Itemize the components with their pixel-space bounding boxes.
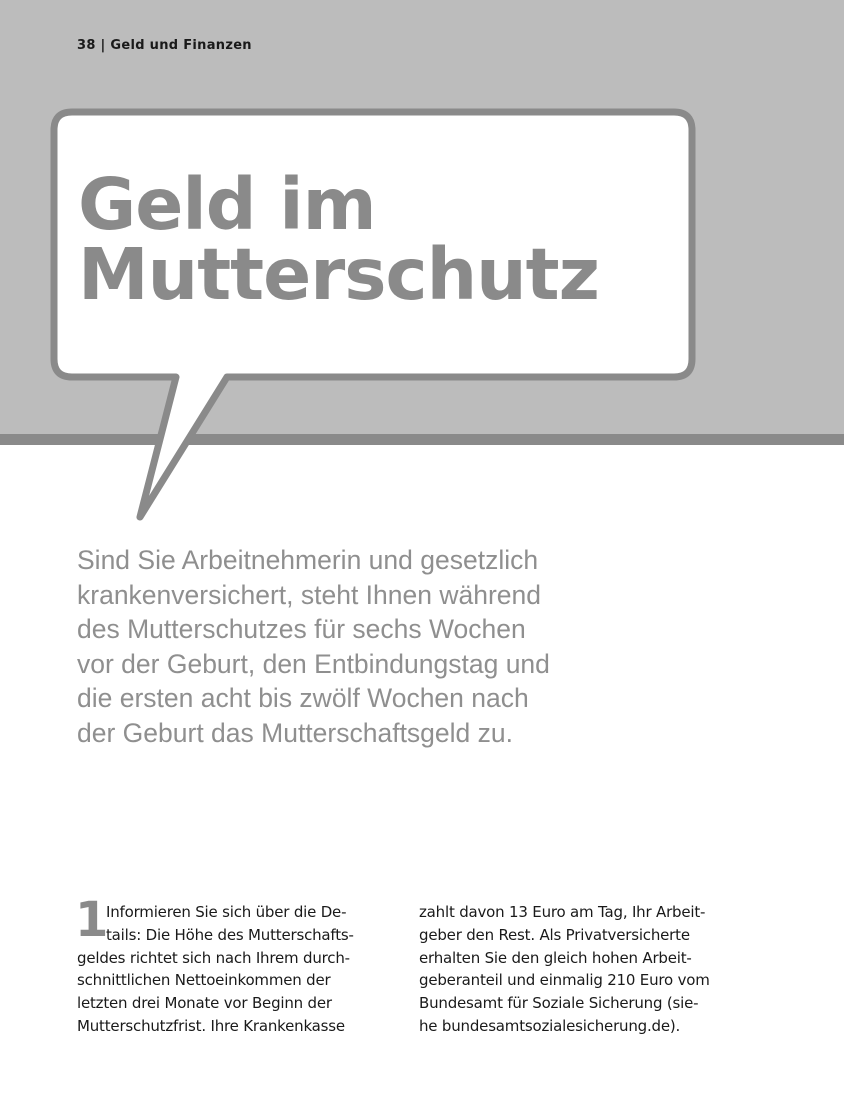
lead-line: des Mutterschutzes für sechs Wochen xyxy=(77,614,526,645)
running-head: 38 | Geld und Finanzen xyxy=(77,38,252,53)
body-line: Mutterschutzfrist. Ihre Krankenkasse xyxy=(77,1016,345,1035)
lead-line: der Geburt das Mutterschaftsgeld zu. xyxy=(77,717,513,748)
body-line: schnittlichen Nettoeinkommen der xyxy=(77,971,331,990)
body-line: geber den Rest. Als Privatversicherte xyxy=(419,925,690,944)
body-line: Bundesamt für Soziale Sicherung (sie- xyxy=(419,994,699,1013)
lead-line: krankenversichert, steht Ihnen während xyxy=(77,579,542,610)
title-line: Geld im xyxy=(78,163,376,246)
body-column-left xyxy=(77,901,397,1038)
lead-line: vor der Geburt, den Entbindungstag und xyxy=(77,648,550,679)
body-line: letzten drei Monate vor Beginn der xyxy=(77,994,332,1013)
lead-paragraph xyxy=(77,543,637,751)
body-line: tails: Die Höhe des Mutterschafts- xyxy=(106,925,354,944)
body-column-right xyxy=(419,901,749,1038)
dropcap-number: 1 xyxy=(75,892,109,948)
body-line: geberanteil und einmalig 210 Euro vom xyxy=(419,971,710,990)
title-line: Mutterschutz xyxy=(78,233,599,316)
page-title xyxy=(78,163,678,316)
body-line: zahlt davon 13 Euro am Tag, Ihr Arbeit- xyxy=(419,903,706,921)
lead-line: Sind Sie Arbeitnehmerin und gesetzlich xyxy=(77,545,539,575)
body-line: erhalten Sie den gleich hohen Arbeit- xyxy=(419,948,692,967)
body-line: he bundesamtsozialesicherung.de). xyxy=(419,1016,681,1035)
body-line: Informieren Sie sich über die De- xyxy=(106,903,347,921)
lead-line: die ersten acht bis zwölf Wochen nach xyxy=(77,683,529,714)
body-line: geldes richtet sich nach Ihrem durch- xyxy=(77,948,350,967)
